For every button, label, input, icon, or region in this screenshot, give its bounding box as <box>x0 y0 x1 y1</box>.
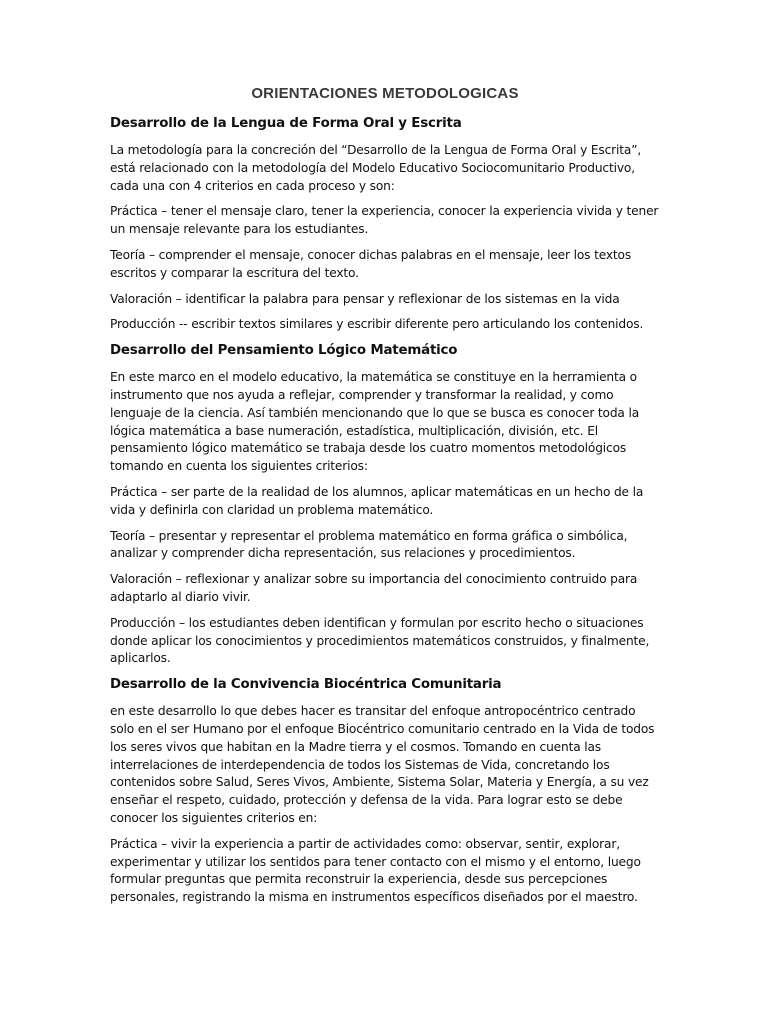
section-heading-lengua: Desarrollo de la Lengua de Forma Oral y Escrita <box>110 116 462 131</box>
document-page <box>110 84 660 915</box>
paragraph: En este marco en el modelo educativo, la matemática se constituye en la herramienta o instrumento que nos ayuda a reflejar, comprender y transformar la realidad, y como lenguaje de la ciencia. Así también mencionando que lo que se busca es conocer toda la lógica matemática a base numeración, estadística, multiplicación, división, etc. El pensamiento lógico matemático se trabaja desde los cuatro momentos metodológicos tomando en cuenta los siguientes criterios: <box>110 370 640 474</box>
paragraph: en este desarrollo lo que debes hacer es transitar del enfoque antropocéntrico centrado solo en el ser Humano por el enfoque Biocéntrico comunitario centrado en la Vida de todos los seres vivos que habitan en la Madre tierra y el cosmos. Tomando en cuenta las interrelaciones de interdependencia de todos los Sistemas de Vida, concretando los contenidos sobre Salud, Seres Vivos, Ambiente, Sistema Solar, Materia y Energía, a su vez enseñar el respeto, cuidado, protección y defensa de la vida. Para lograr esto se debe conocer los siguientes criterios en: <box>110 704 655 825</box>
paragraph: Valoración – identificar la palabra para pensar y reflexionar de los sistemas en la vida <box>110 291 620 306</box>
paragraph: Teoría – comprender el mensaje, conocer dichas palabras en el mensaje, leer los textos escritos y comparar la escritura del texto. <box>110 247 632 280</box>
paragraph: Práctica – vivir la experiencia a partir de actividades como: observar, sentir, explorar, experimentar y utilizar los sentidos para tener contacto con el mismo y el entorno, luego formular preguntas que permita reconstruir la experiencia, desde sus percepciones personales, registrando la misma en instrumentos específicos diseñados por el maestro. <box>110 836 641 905</box>
paragraph: Valoración – reflexionar y analizar sobre su importancia del conocimiento contruido para adaptarlo al diario vivir. <box>110 572 638 604</box>
paragraph: Práctica – tener el mensaje claro, tener la experiencia, conocer la experiencia vivida y tener un mensaje relevante para los estudiantes. <box>110 204 659 237</box>
section-heading-biocentrica: Desarrollo de la Convivencia Biocéntrica Comunitaria <box>110 677 502 693</box>
paragraph: Teoría – presentar y representar el problema matemático en forma gráfica o simbólica, analizar y comprender dicha representación, sus relaciones y procedimientos. <box>110 528 628 561</box>
paragraph: Producción – los estudiantes deben identifican y formulan por escrito hecho o situaciones donde aplicar los conocimientos y procedimientos matemáticos construidos, y finalmente, aplicarlos. <box>110 615 650 666</box>
paragraph: Producción -- escribir textos similares y escribir diferente pero articulando los contenidos. <box>110 317 644 332</box>
paragraph: La metodología para la concreción del “Desarrollo de la Lengua de Forma Oral y Escrita”, está relacionado con la metodología del Modelo Educativo Sociocomunitario Productivo, cada una con 4 criterios en cada proceso y son: <box>110 143 642 193</box>
paragraph: Práctica – ser parte de la realidad de los alumnos, aplicar matemáticas en un hecho de la vida y definirla con claridad un problema matemático. <box>110 484 644 517</box>
section-heading-matematico: Desarrollo del Pensamiento Lógico Matemático <box>110 343 458 359</box>
document-title: ORIENTACIONES METODOLOGICAS <box>251 85 519 102</box>
